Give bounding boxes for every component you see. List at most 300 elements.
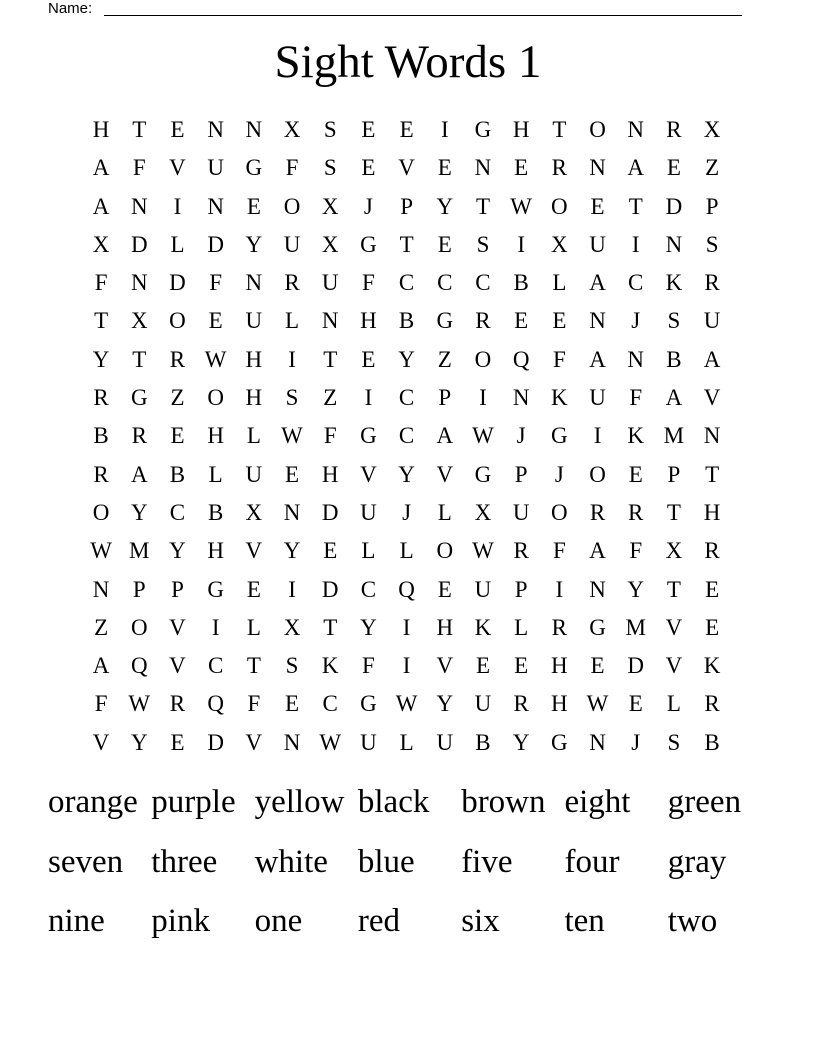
grid-letter[interactable]: Y — [283, 538, 301, 564]
grid-letter[interactable]: P — [514, 576, 528, 602]
grid-letter[interactable]: N — [130, 270, 148, 296]
grid-letter[interactable]: E — [705, 576, 720, 602]
grid-letter[interactable]: A — [665, 385, 683, 411]
grid-letter[interactable]: N — [627, 117, 645, 142]
grid-letter[interactable]: H — [245, 346, 263, 372]
grid-letter[interactable]: I — [402, 653, 411, 679]
grid-letter[interactable]: E — [552, 308, 567, 334]
grid-letter[interactable]: C — [322, 691, 338, 717]
grid-letter[interactable]: W — [510, 193, 533, 219]
grid-letter[interactable]: O — [551, 499, 568, 525]
grid-letter[interactable]: E — [285, 461, 300, 487]
grid-letter[interactable]: S — [323, 155, 337, 181]
grid-letter[interactable]: E — [170, 729, 185, 755]
grid-letter[interactable]: D — [207, 231, 224, 257]
grid-letter[interactable]: W — [586, 691, 609, 717]
grid-letter[interactable]: T — [666, 499, 681, 525]
grid-letter[interactable]: N — [245, 117, 263, 142]
grid-letter[interactable]: G — [130, 385, 148, 411]
grid-letter[interactable]: D — [130, 231, 148, 257]
grid-letter[interactable]: G — [589, 614, 606, 640]
grid-letter[interactable]: Y — [398, 461, 415, 487]
grid-letter[interactable]: O — [169, 308, 186, 334]
grid-letter[interactable]: E — [590, 653, 605, 679]
grid-letter[interactable]: U — [589, 231, 606, 257]
grid-letter[interactable]: U — [474, 576, 492, 602]
grid-letter[interactable]: W — [90, 538, 112, 564]
word-bank-word: four — [564, 843, 620, 880]
grid-letter[interactable]: I — [364, 385, 373, 411]
grid-letter[interactable]: V — [169, 653, 186, 679]
grid-letter[interactable]: W — [319, 729, 342, 755]
grid-letter[interactable]: A — [92, 653, 110, 679]
grid-letter[interactable]: F — [552, 538, 566, 564]
grid-letter[interactable]: H — [703, 499, 721, 525]
grid-letter[interactable]: Q — [207, 691, 224, 717]
grid-letter[interactable]: U — [360, 499, 377, 525]
grid-letter[interactable]: L — [170, 231, 185, 257]
grid-letter[interactable]: P — [132, 576, 146, 602]
grid-letter[interactable]: H — [207, 423, 224, 449]
grid-letter[interactable]: W — [472, 538, 494, 564]
grid-letter[interactable]: R — [513, 538, 529, 564]
grid-letter[interactable]: T — [552, 117, 567, 142]
grid-letter[interactable]: I — [211, 614, 220, 640]
grid-letter[interactable]: U — [512, 499, 530, 525]
grid-letter[interactable]: I — [440, 117, 449, 142]
grid-letter[interactable]: V — [436, 653, 454, 679]
grid-letter[interactable]: S — [705, 231, 719, 257]
grid-letter[interactable]: G — [474, 461, 492, 487]
grid-letter[interactable]: X — [321, 193, 339, 219]
grid-letter[interactable]: X — [130, 308, 148, 334]
grid-letter[interactable]: V — [245, 729, 263, 755]
name-write-line[interactable] — [104, 15, 742, 16]
grid-letter[interactable]: C — [398, 423, 415, 449]
grid-letter[interactable]: X — [92, 231, 110, 257]
grid-letter[interactable]: J — [516, 423, 526, 449]
grid-letter[interactable]: U — [245, 461, 263, 487]
grid-letter[interactable]: O — [130, 614, 148, 640]
grid-letter[interactable]: U — [703, 308, 721, 334]
grid-letter[interactable]: I — [631, 231, 640, 257]
grid-letter[interactable]: W — [128, 691, 151, 717]
grid-letter[interactable]: H — [512, 117, 530, 142]
grid-letter[interactable]: J — [363, 193, 373, 219]
grid-letter[interactable]: F — [94, 270, 108, 296]
grid-letter[interactable]: Y — [360, 614, 377, 640]
grid-letter[interactable]: R — [704, 538, 720, 564]
grid-letter[interactable]: O — [589, 117, 606, 142]
grid-letter[interactable]: J — [402, 499, 412, 525]
grid-letter[interactable]: W — [395, 691, 418, 717]
grid-letter[interactable]: S — [476, 231, 490, 257]
grid-letter[interactable]: K — [703, 653, 721, 679]
grid-letter[interactable]: U — [436, 729, 454, 755]
grid-letter[interactable]: G — [360, 423, 377, 449]
grid-letter[interactable]: Y — [130, 499, 148, 525]
grid-letter[interactable]: Y — [512, 729, 530, 755]
grid-letter[interactable]: Z — [170, 385, 185, 411]
grid-letter[interactable]: S — [667, 308, 681, 334]
grid-letter[interactable]: V — [703, 385, 721, 411]
grid-letter[interactable]: T — [132, 117, 147, 142]
word-bank-word: yellow — [254, 784, 345, 820]
grid-letter[interactable]: E — [246, 576, 261, 602]
grid-letter[interactable]: R — [131, 423, 147, 449]
grid-letter[interactable]: E — [285, 691, 300, 717]
grid-letter[interactable]: B — [398, 308, 415, 334]
grid-letter[interactable]: P — [705, 193, 719, 219]
grid-letter[interactable]: R — [93, 461, 109, 487]
grid-letter[interactable]: L — [246, 423, 261, 449]
grid-letter[interactable]: K — [474, 614, 492, 640]
grid-letter[interactable]: H — [436, 614, 454, 640]
grid-letter[interactable]: O — [207, 385, 224, 411]
grid-letter[interactable]: I — [288, 346, 296, 372]
grid-letter[interactable]: Y — [245, 231, 263, 257]
grid-letter[interactable]: Z — [705, 155, 720, 181]
grid-letter[interactable]: G — [360, 231, 377, 257]
grid-letter[interactable]: T — [475, 193, 490, 219]
grid-letter[interactable]: Y — [130, 729, 148, 755]
grid-letter[interactable]: T — [94, 308, 109, 334]
grid-letter[interactable]: D — [207, 729, 224, 755]
grid-letter[interactable]: F — [323, 423, 337, 449]
grid-letter[interactable]: C — [169, 499, 186, 525]
grid-letter[interactable]: V — [169, 614, 186, 640]
grid-letter[interactable]: I — [593, 423, 602, 449]
grid-letter[interactable]: O — [474, 346, 492, 372]
grid-letter[interactable]: F — [209, 270, 223, 296]
grid-letter[interactable]: V — [245, 538, 263, 564]
grid-letter[interactable]: L — [666, 691, 681, 717]
grid-letter[interactable]: O — [551, 193, 568, 219]
grid-letter[interactable]: F — [629, 538, 643, 564]
grid-letter[interactable]: X — [474, 499, 492, 525]
grid-letter[interactable]: G — [474, 117, 492, 142]
word-bank-word: red — [357, 903, 401, 939]
grid-letter[interactable]: N — [589, 155, 606, 181]
word-bank — [48, 779, 788, 958]
grid-letter[interactable]: N — [627, 346, 645, 372]
grid-letter[interactable]: B — [704, 729, 720, 755]
grid-letter[interactable]: U — [360, 729, 377, 755]
grid-letter[interactable]: N — [130, 193, 148, 219]
grid-letter[interactable]: Q — [512, 346, 530, 372]
grid-letter[interactable]: O — [589, 461, 606, 487]
grid-letter[interactable]: N — [512, 385, 530, 411]
grid-letter[interactable]: D — [665, 193, 683, 219]
grid-letter[interactable]: H — [551, 653, 568, 679]
grid-letter[interactable]: X — [665, 538, 683, 564]
grid-letter[interactable]: A — [589, 538, 606, 564]
grid-letter[interactable]: N — [207, 117, 224, 142]
grid-letter[interactable]: G — [551, 423, 568, 449]
grid-letter[interactable]: R — [551, 614, 568, 640]
grid-letter[interactable]: K — [665, 270, 683, 296]
grid-letter[interactable]: E — [590, 193, 605, 219]
grid-letter[interactable]: G — [436, 308, 454, 334]
grid-letter[interactable]: G — [245, 155, 263, 181]
grid-letter[interactable]: A — [130, 461, 148, 487]
grid-letter[interactable]: Z — [94, 614, 109, 640]
grid-letter[interactable]: O — [92, 499, 110, 525]
grid-letter[interactable]: Z — [437, 346, 452, 372]
grid-letter[interactable]: V — [360, 461, 377, 487]
grid-letter[interactable]: L — [437, 499, 452, 525]
grid-letter[interactable]: E — [361, 346, 376, 372]
grid-letter[interactable]: A — [436, 423, 454, 449]
grid-letter[interactable]: E — [399, 117, 414, 142]
grid-letter[interactable]: V — [665, 614, 683, 640]
grid-letter[interactable]: J — [631, 729, 641, 755]
grid-letter[interactable]: L — [285, 308, 300, 334]
grid-letter[interactable]: G — [207, 576, 224, 602]
grid-letter[interactable]: A — [589, 270, 606, 296]
grid-letter[interactable]: U — [589, 385, 606, 411]
grid-letter[interactable]: T — [246, 653, 261, 679]
grid-letter[interactable]: H — [360, 308, 377, 334]
grid-letter[interactable]: N — [589, 729, 606, 755]
grid-letter[interactable]: E — [666, 155, 681, 181]
grid-letter[interactable]: H — [245, 385, 263, 411]
grid-letter[interactable]: Y — [436, 691, 454, 717]
grid-letter[interactable]: T — [705, 461, 720, 487]
grid-letter[interactable]: T — [323, 346, 338, 372]
grid-letter[interactable]: Y — [398, 346, 415, 372]
grid-letter[interactable]: N — [589, 308, 606, 334]
grid-letter[interactable]: M — [625, 614, 646, 640]
grid-letter[interactable]: X — [283, 117, 301, 142]
grid-letter[interactable]: V — [398, 155, 415, 181]
grid-letter[interactable]: N — [589, 576, 606, 602]
grid-letter[interactable]: Y — [627, 576, 645, 602]
grid-letter[interactable]: T — [132, 346, 147, 372]
grid-letter[interactable]: E — [514, 653, 529, 679]
grid-letter[interactable]: M — [663, 423, 685, 449]
grid-letter[interactable]: R — [704, 691, 720, 717]
grid-letter[interactable]: N — [245, 270, 263, 296]
grid-letter[interactable]: Z — [323, 385, 338, 411]
grid-letter[interactable]: K — [627, 423, 645, 449]
grid-letter[interactable]: T — [628, 193, 643, 219]
grid-letter[interactable]: A — [92, 193, 110, 219]
grid-letter[interactable]: C — [207, 653, 224, 679]
grid-letter[interactable]: R — [284, 270, 300, 296]
grid-letter[interactable]: L — [514, 614, 529, 640]
grid-letter[interactable]: T — [399, 231, 414, 257]
grid-letter[interactable]: J — [554, 461, 564, 487]
grid-letter[interactable]: X — [703, 117, 721, 142]
grid-letter[interactable]: X — [321, 231, 339, 257]
grid-letter[interactable]: I — [517, 231, 525, 257]
grid-letter[interactable]: V — [169, 155, 186, 181]
grid-letter[interactable]: L — [246, 614, 261, 640]
grid-letter[interactable]: B — [207, 499, 224, 525]
grid-letter[interactable]: R — [169, 691, 186, 717]
grid-letter[interactable]: C — [360, 576, 377, 602]
grid-letter[interactable]: R — [628, 499, 644, 525]
grid-letter[interactable]: Q — [130, 653, 148, 679]
grid-letter[interactable]: P — [171, 576, 184, 602]
grid-letter[interactable]: X — [245, 499, 263, 525]
grid-letter[interactable]: K — [551, 385, 568, 411]
grid-letter[interactable]: B — [169, 461, 186, 487]
grid-letter[interactable]: R — [589, 499, 606, 525]
grid-letter[interactable]: R — [704, 270, 720, 296]
grid-letter[interactable]: A — [92, 155, 110, 181]
grid-letter[interactable]: H — [207, 538, 224, 564]
grid-letter[interactable]: R — [169, 346, 186, 372]
grid-letter[interactable]: I — [288, 576, 296, 602]
grid-letter[interactable]: D — [321, 576, 339, 602]
grid-letter[interactable]: R — [93, 385, 109, 411]
grid-letter[interactable]: N — [207, 193, 224, 219]
grid-letter[interactable]: P — [400, 193, 413, 219]
grid-letter[interactable]: E — [705, 614, 720, 640]
grid-letter[interactable]: U — [321, 270, 339, 296]
word-bank-row — [48, 898, 788, 958]
grid-letter[interactable]: B — [475, 729, 491, 755]
grid-letter[interactable]: N — [665, 231, 683, 257]
grid-letter[interactable]: E — [437, 231, 452, 257]
grid-letter[interactable]: I — [555, 576, 564, 602]
grid-letter[interactable]: N — [474, 155, 492, 181]
grid-letter[interactable]: C — [628, 270, 644, 296]
grid-letter[interactable]: L — [208, 461, 223, 487]
grid-letter[interactable]: N — [321, 308, 339, 334]
grid-letter[interactable]: S — [667, 729, 681, 755]
grid-letter[interactable]: C — [475, 270, 491, 296]
word-bank-word: nine — [48, 903, 105, 939]
grid-letter[interactable]: E — [628, 461, 643, 487]
grid-letter[interactable]: N — [283, 499, 301, 525]
grid-row — [82, 726, 734, 764]
grid-letter[interactable]: W — [204, 346, 227, 372]
grid-letter[interactable]: E — [361, 155, 376, 181]
grid-letter[interactable]: E — [323, 538, 338, 564]
grid-letter[interactable]: L — [552, 270, 567, 296]
grid-letter[interactable]: I — [479, 385, 487, 411]
grid-letter[interactable]: W — [472, 423, 494, 449]
grid-letter[interactable]: F — [94, 691, 108, 717]
grid-letter[interactable]: Q — [398, 576, 415, 602]
grid-letter[interactable]: P — [514, 461, 528, 487]
grid-letter[interactable]: V — [92, 729, 110, 755]
grid-letter[interactable]: E — [514, 155, 529, 181]
grid-letter[interactable]: Y — [92, 346, 110, 372]
grid-letter[interactable]: M — [129, 538, 150, 564]
grid-letter[interactable]: J — [631, 308, 641, 334]
word-bank-word: orange — [48, 784, 138, 820]
grid-letter[interactable]: B — [513, 270, 529, 296]
grid-letter[interactable]: S — [323, 117, 337, 142]
grid-letter[interactable]: E — [170, 423, 185, 449]
grid-letter[interactable]: C — [398, 385, 415, 411]
grid-letter[interactable]: F — [362, 270, 375, 296]
grid-letter[interactable]: A — [703, 346, 721, 372]
grid-letter[interactable]: E — [437, 576, 452, 602]
grid-letter[interactable]: U — [283, 231, 301, 257]
grid-letter[interactable]: F — [362, 653, 375, 679]
grid-letter[interactable]: R — [475, 308, 491, 334]
grid-letter[interactable]: L — [399, 729, 414, 755]
grid-letter[interactable]: G — [551, 729, 568, 755]
grid-letter[interactable]: C — [437, 270, 453, 296]
grid-row — [82, 266, 734, 304]
grid-letter[interactable]: S — [285, 653, 299, 679]
grid-letter[interactable]: N — [283, 729, 301, 755]
grid-letter[interactable]: X — [283, 614, 301, 640]
grid-letter[interactable]: D — [627, 653, 645, 679]
grid-letter[interactable]: F — [132, 155, 146, 181]
grid-letter[interactable]: R — [666, 117, 682, 142]
grid-letter[interactable]: Y — [169, 538, 186, 564]
grid-letter[interactable]: V — [665, 653, 683, 679]
grid-letter[interactable]: L — [361, 538, 376, 564]
grid-letter[interactable]: H — [321, 461, 339, 487]
grid-letter[interactable]: F — [629, 385, 643, 411]
grid-letter[interactable]: S — [285, 385, 299, 411]
grid-row — [82, 343, 734, 381]
grid-letter[interactable]: T — [323, 614, 338, 640]
grid-letter[interactable]: E — [361, 117, 376, 142]
grid-letter[interactable]: A — [627, 155, 645, 181]
grid-letter[interactable]: R — [551, 155, 568, 181]
grid-letter[interactable]: N — [703, 423, 721, 449]
grid-letter[interactable]: A — [589, 346, 606, 372]
grid-letter[interactable]: O — [436, 538, 454, 564]
grid-letter[interactable]: C — [398, 270, 415, 296]
grid-letter[interactable]: P — [438, 385, 452, 411]
grid-letter[interactable]: E — [628, 691, 643, 717]
grid-letter[interactable]: X — [551, 231, 568, 257]
grid-letter[interactable]: D — [169, 270, 186, 296]
grid-letter[interactable]: K — [321, 653, 339, 679]
grid-letter[interactable]: P — [667, 461, 681, 487]
grid-letter[interactable]: E — [514, 308, 529, 334]
grid-letter[interactable]: F — [247, 691, 261, 717]
grid-letter[interactable]: E — [170, 117, 185, 142]
grid-letter[interactable]: W — [281, 423, 303, 449]
grid-letter[interactable]: U — [245, 308, 263, 334]
grid-letter[interactable]: E — [475, 653, 490, 679]
grid-letter[interactable]: L — [399, 538, 414, 564]
grid-letter[interactable]: U — [474, 691, 492, 717]
grid-letter[interactable]: E — [246, 193, 261, 219]
grid-letter[interactable]: E — [208, 308, 223, 334]
grid-letter[interactable]: I — [402, 614, 411, 640]
grid-letter[interactable]: R — [513, 691, 529, 717]
grid-letter[interactable]: F — [285, 155, 299, 181]
grid-letter[interactable]: B — [666, 346, 682, 372]
grid-letter[interactable]: H — [551, 691, 568, 717]
grid-letter[interactable]: Y — [436, 193, 454, 219]
grid-letter[interactable]: H — [92, 117, 110, 142]
grid-letter[interactable]: V — [436, 461, 454, 487]
grid-letter[interactable]: D — [321, 499, 339, 525]
grid-letter[interactable]: I — [173, 193, 182, 219]
grid-letter[interactable]: T — [666, 576, 681, 602]
grid-letter[interactable]: O — [283, 193, 301, 219]
grid-letter[interactable]: U — [207, 155, 224, 181]
grid-letter[interactable]: B — [93, 423, 109, 449]
grid-letter[interactable]: N — [92, 576, 110, 602]
grid-letter[interactable]: G — [360, 691, 377, 717]
grid-letter[interactable]: E — [437, 155, 452, 181]
grid-letter[interactable]: F — [552, 346, 566, 372]
